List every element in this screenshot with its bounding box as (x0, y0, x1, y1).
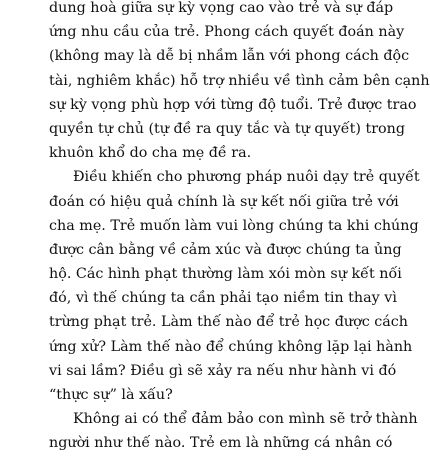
text-line: tài, nghiêm khắc) hỗ trợ nhiều về tình cảm bên cạnh (49, 72, 430, 89)
text-line: vi sai lầm? Điều gì sẽ xảy ra nếu như hành vi đó (49, 362, 397, 379)
text-line: đó, vì thế chúng ta cần phải tạo niềm tin thay vì (49, 290, 397, 307)
text-line: người như thế nào. Trẻ em là những cá nhân có (49, 435, 393, 452)
text-line: dung hoà giữa sự kỳ vọng cao vào trẻ và sự đáp (49, 0, 394, 16)
text-line: được cân bằng về cảm xúc và được chúng ta ủng (49, 241, 402, 258)
text-line: sự kỳ vọng phù hợp với từng độ tuổi. Trẻ được trao (49, 96, 417, 113)
text-line: “thực sự” là xấu? (49, 387, 173, 403)
text-line: trừng phạt trẻ. Làm thế nào để trẻ học được cách (49, 314, 408, 331)
text-line: đoán có hiệu quả chính là sự kết nối giữa trẻ với (49, 193, 399, 210)
text-line: ứng nhu cầu của trẻ. Phong cách quyết đoán này (49, 24, 405, 41)
text-line: Không ai có thể đảm bảo con mình sẽ trở thành (73, 411, 418, 428)
text-line: (không may là dễ bị nhầm lẫn với phong cách độc (49, 48, 410, 65)
text-line: Điều khiến cho phương pháp nuôi dạy trẻ quyết (73, 169, 420, 186)
text-line: ứng xử? Làm thế nào để chúng không lặp lại hành (49, 338, 413, 355)
text-line: hộ. Các hình phạt thường làm xói mòn sự kết nối (49, 266, 402, 283)
text-line: quyền tự chủ (tự đề ra quy tắc và tự quyết) trong (49, 120, 406, 137)
text-line: cha mẹ. Trẻ muốn làm vui lòng chúng ta khi chúng (49, 217, 419, 234)
body-text (49, 0, 430, 456)
text-line: khuôn khổ do cha mẹ đề ra. (49, 145, 252, 162)
